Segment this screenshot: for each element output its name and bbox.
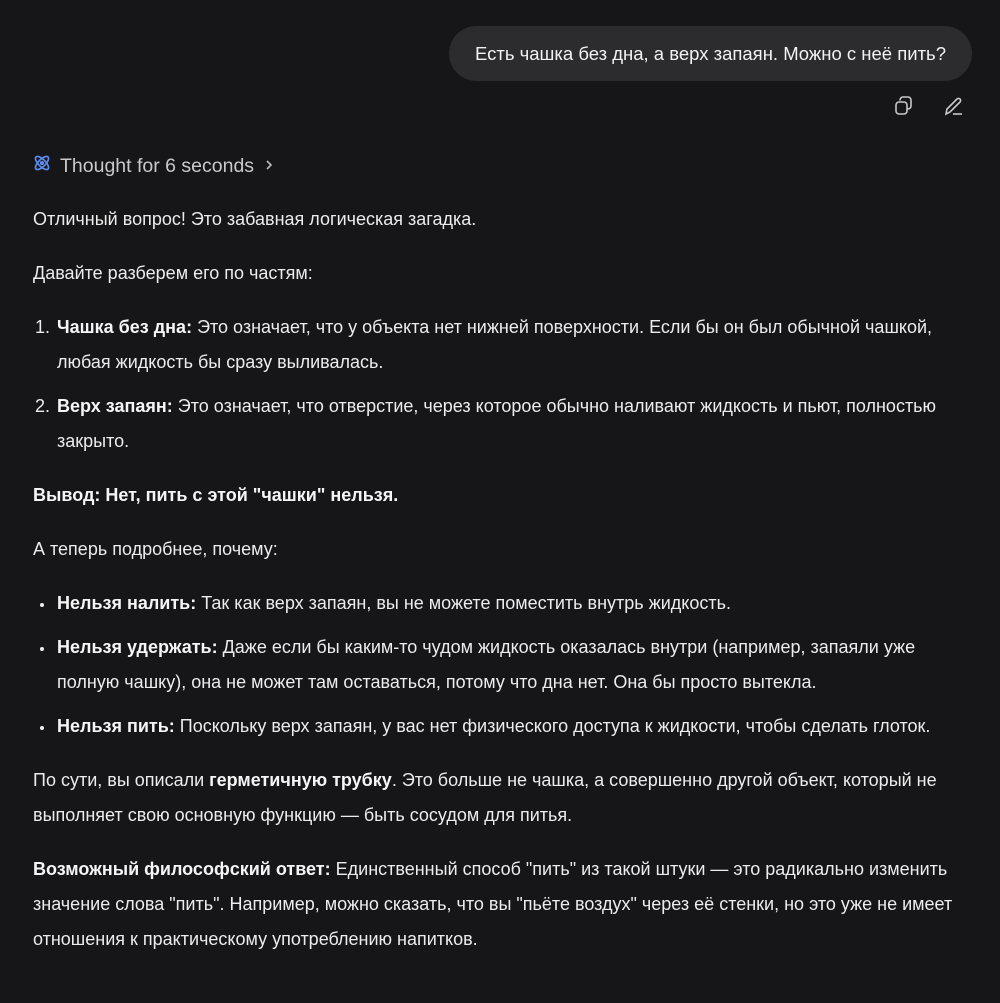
details-lead: А теперь подробнее, почему: <box>33 539 278 559</box>
list-item <box>55 630 968 700</box>
philo-title: Возможный философский ответ: <box>33 859 331 879</box>
list-item <box>55 586 968 621</box>
thought-toggle[interactable] <box>32 153 276 179</box>
copy-icon[interactable] <box>892 94 916 118</box>
philosophical-answer <box>33 852 968 957</box>
lead: Давайте разберем его по частям: <box>33 263 313 283</box>
conclusion: Вывод: Нет, пить с этой "чашки" нельзя. <box>33 485 399 505</box>
chevron-right-icon <box>262 155 276 178</box>
item-title: Чашка без дна: <box>57 317 193 337</box>
item-text: Даже если бы каким-то чудом жидкость оказалась внутри (например, запаяли уже полную чашку), она не может там оставаться, потому что дна нет. Она бы просто вытекла. <box>57 637 916 692</box>
philo-text: Единственный способ "пить" из такой штуки — это радикально изменить значение слова "пить". Например, можно сказать, что вы "пьёте воздух" через её стенки, но это уже не имеет отношения к практическому употреблению напитков. <box>33 859 953 949</box>
pencil-icon[interactable] <box>942 94 966 118</box>
item-text: Так как верх запаян, вы не можете поместить внутрь жидкость. <box>196 593 731 613</box>
message-actions <box>892 94 966 118</box>
item-text: Поскольку верх запаян, у вас нет физического доступа к жидкости, чтобы сделать глоток. <box>174 716 931 736</box>
item-title: Нельзя налить: <box>57 593 197 613</box>
item-text: Это означает, что у объекта нет нижней поверхности. Если бы он был обычной чашкой, любая жидкость бы сразу выливалась. <box>57 317 933 372</box>
summary <box>33 763 968 833</box>
item-title: Нельзя удержать: <box>57 637 218 657</box>
assistant-answer <box>33 202 968 976</box>
summary-text: По сути, вы описали <box>33 770 210 790</box>
list-item <box>55 310 968 380</box>
item-text: Это означает, что отверстие, через которое обычно наливают жидкость и пьют, полностью закрыто. <box>57 396 937 451</box>
list-item <box>55 389 968 459</box>
bullet-list <box>33 586 968 744</box>
item-title: Нельзя пить: <box>57 716 175 736</box>
list-item <box>55 709 968 744</box>
atom-icon <box>32 153 52 179</box>
summary-text: . Это больше не чашка, а совершенно другой объект, который не выполняет свою основную функцию — быть сосудом для питья. <box>33 770 937 825</box>
intro: Отличный вопрос! Это забавная логическая загадка. <box>33 209 477 229</box>
item-title: Верх запаян: <box>57 396 173 416</box>
thought-label: Thought for 6 seconds <box>60 154 255 177</box>
summary-bold: герметичную трубку <box>209 770 392 790</box>
numbered-list <box>33 310 968 459</box>
user-message-bubble: Есть чашка без дна, а верх запаян. Можно с неё пить? <box>449 26 972 81</box>
